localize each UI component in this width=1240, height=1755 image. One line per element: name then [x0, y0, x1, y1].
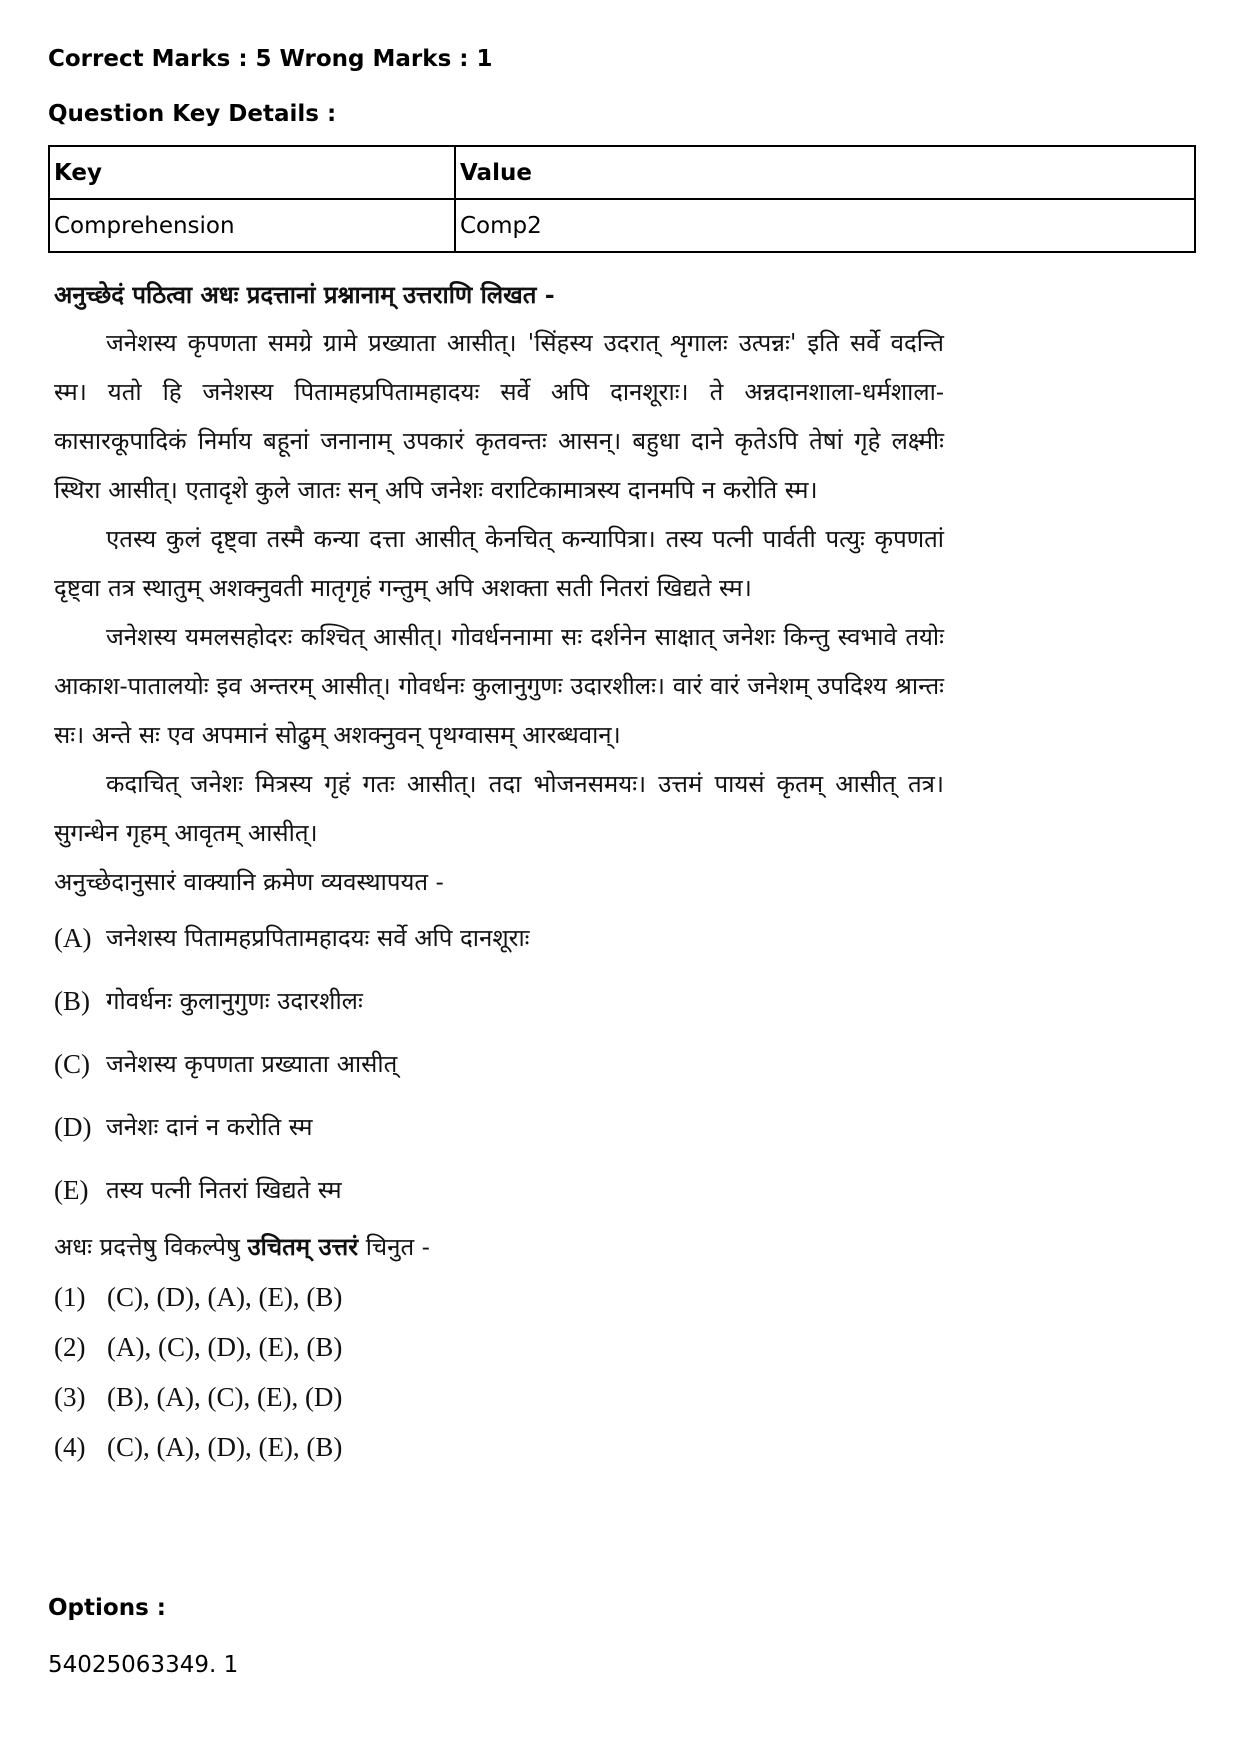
option-number: (4) — [54, 1431, 86, 1462]
passage-instruction: अनुच्छेदं पठित्वा अधः प्रदत्तानां प्रश्नानाम् उत्तराणि लिखत - — [54, 280, 555, 309]
statement-item — [54, 1033, 944, 1096]
statement-label: (D) — [54, 1112, 92, 1142]
answer-option — [54, 1422, 944, 1472]
option-text: (B), (A), (C), (E), (D) — [107, 1381, 343, 1412]
options-label: Options : — [48, 1595, 166, 1621]
statement-item — [54, 907, 944, 970]
question-key-details-title: Question Key Details : — [48, 101, 337, 127]
comprehension-passage — [54, 270, 944, 1472]
option-text: (A), (C), (D), (E), (B) — [107, 1331, 343, 1362]
option-number: (2) — [54, 1331, 86, 1362]
column-header-key: Key — [49, 146, 455, 199]
statement-text: गोवर्धनः कुलानुगुणः उदारशीलः — [106, 987, 363, 1015]
marks-info: Correct Marks : 5 Wrong Marks : 1 — [48, 46, 493, 72]
statement-label: (B) — [54, 986, 90, 1016]
passage-paragraph: कदाचित् जनेशः मित्रस्य गृहं गतः आसीत्। तदा भोजनसमयः। उत्तमं पायसं कृतम् आसीत् तत्र। सुगन्धेन गृहम् आवृतम् आसीत्। — [54, 770, 944, 847]
statement-text: जनेशः दानं न करोति स्म — [106, 1113, 313, 1141]
statement-label: (A) — [54, 923, 92, 953]
passage-paragraph: जनेशस्य कृपणता समग्रे ग्रामे प्रख्याता आसीत्। 'सिंहस्य उदरात् शृगालः उत्पन्नः' इति सर्वे वदन्ति स्म। यतो हि जनेशस्य पितामहप्रपितामहादयः सर्वे अपि दानशूराः। ते अन्नदानशाला-धर्मशाला-कासारकूपादिकं निर्माय बहूनां जनानाम् उपकारं कृतवन्तः आसन्। बहुधा दाने कृतेऽपि तेषां गृहे लक्ष्मीः स्थिरा आसीत्। एतादृशे कुले जातः सन् अपि जनेशः वराटिकामात्रस्य दानमपि न करोति स्म। — [54, 329, 944, 504]
answer-option — [54, 1372, 944, 1422]
statement-item — [54, 1096, 944, 1159]
option-text: (C), (A), (D), (E), (B) — [107, 1431, 343, 1462]
table-cell-key: Comprehension — [49, 199, 455, 252]
choose-instruction — [54, 1222, 944, 1272]
statement-label: (E) — [54, 1175, 89, 1205]
answer-option — [54, 1272, 944, 1322]
answer-option — [54, 1322, 944, 1372]
passage-paragraph: एतस्य कुलं दृष्ट्वा तस्मै कन्या दत्ता आसीत् केनचित् कन्यापित्रा। तस्य पत्नी पार्वती पत्युः कृपणतां दृष्ट्वा तत्र स्थातुम् अशक्नुवती मातृगृहं गन्तुम् अपि अशक्ता सती नितरां खिद्यते स्म। — [54, 525, 944, 602]
table-header-row — [49, 146, 1195, 199]
statement-item — [54, 1159, 944, 1222]
option-number: (1) — [54, 1281, 86, 1312]
statement-label: (C) — [54, 1049, 90, 1079]
order-instruction: अनुच्छेदानुसारं वाक्यानि क्रमेण व्यवस्थापयत - — [54, 868, 444, 896]
statement-text: तस्य पत्नी नितरां खिद्यते स्म — [106, 1176, 342, 1204]
table-cell-value: Comp2 — [455, 199, 1195, 252]
option-text: (C), (D), (A), (E), (B) — [107, 1281, 343, 1312]
option-number: (3) — [54, 1381, 86, 1412]
column-header-value: Value — [455, 146, 1195, 199]
choose-instruction-pre: अधः प्रदत्तेषु विकल्पेषु — [54, 1233, 240, 1261]
statement-text: जनेशस्य कृपणता प्रख्याता आसीत् — [106, 1050, 398, 1078]
option-id: 54025063349. 1 — [48, 1652, 239, 1678]
question-key-table — [48, 145, 1196, 253]
choose-instruction-post: चिनुत - — [365, 1233, 430, 1261]
choose-instruction-emphasis: उचितम् उत्तरं — [247, 1232, 359, 1261]
statement-text: जनेशस्य पितामहप्रपितामहादयः सर्वे अपि दानशूराः — [106, 924, 530, 952]
table-row — [49, 199, 1195, 252]
statement-item — [54, 970, 944, 1033]
passage-paragraph: जनेशस्य यमलसहोदरः कश्चित् आसीत्। गोवर्धननामा सः दर्शनेन साक्षात् जनेशः किन्तु स्वभावे तयोः आकाश-पातालयोः इव अन्तरम् आसीत्। गोवर्धनः कुलानुगुणः उदारशीलः। वारं वारं जनेशम् उपदिश्य श्रान्तः सः। अन्ते सः एव अपमानं सोढुम् अशक्नुवन् पृथग्वासम् आरब्धवान्। — [54, 623, 944, 749]
